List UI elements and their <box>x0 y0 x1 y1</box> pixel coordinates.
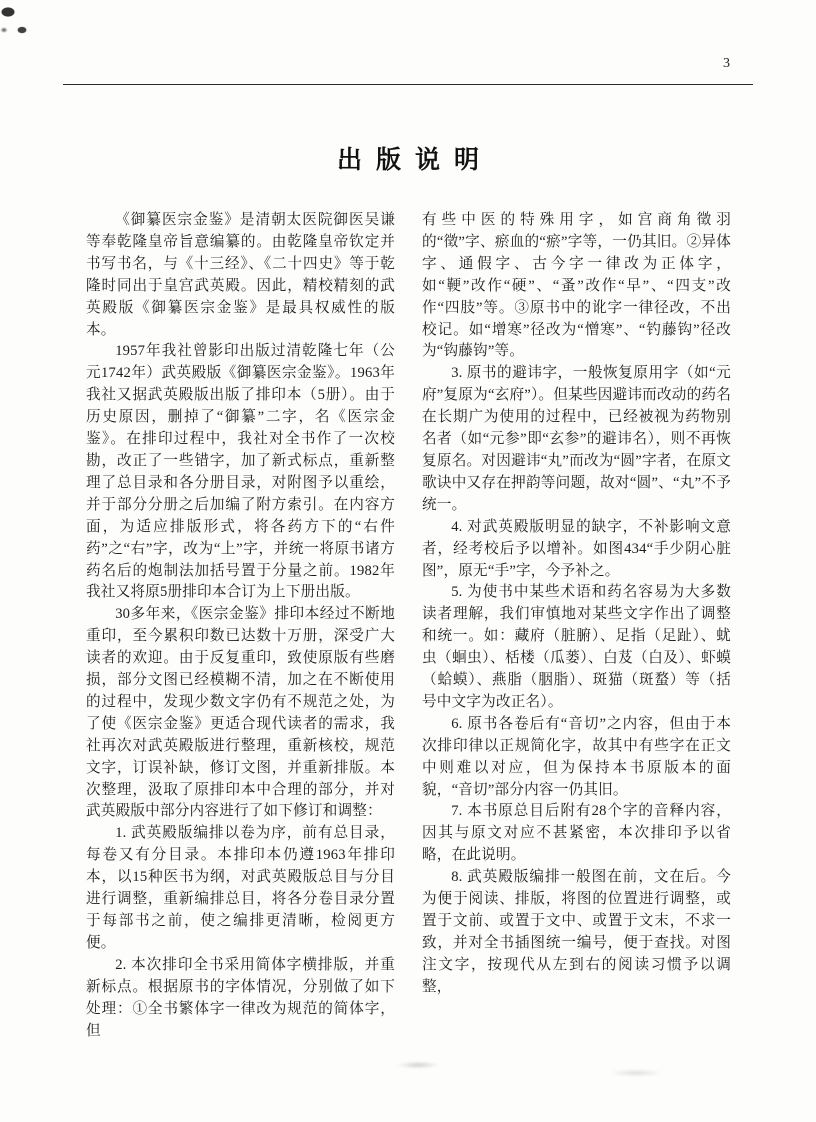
paragraph-numbered-5: 5. 为使书中某些术语和药名容易为大多数读者理解，我们审慎地对某些文字作出了调整和统一。如：藏府（脏腑）、足指（足趾）、蚘虫（蛔虫）、栝楼（瓜蒌）、白芨（白及）、虾蟆（蛤蟆）、燕脂（胭脂）、斑猫（斑蝥）等（括号中文字为改正名）。 <box>422 584 731 710</box>
paragraph-continuation: 有些中医的特殊用字，如宫商角徵羽的“徵”字、瘀血的“瘀”字等，一仍其旧。②异体字、通假字、古今字一律改为正体字，如“鞕”改作“硬”、“蚤”改作“早”、“四支”改作“四肢”等。③原书中的讹字一律径改，不出校记。如“增寒”径改为“憎寒”、“钓藤钩”径改为“钩藤钩”等。 <box>422 212 731 360</box>
page-number: 3 <box>723 56 730 71</box>
two-column-text <box>86 210 731 1042</box>
paragraph: 30多年来，《医宗金鉴》排印本经过不断地重印，至今累积印数已达数十万册，深受广大读者的欢迎。由于反复重印，致使原版有些磨损，部分文图已经模糊不清，加之在不断使用的过程中，发现少数文字仍有不规范之处，为了使《医宗金鉴》更适合现代读者的需求，我社再次对武英殿版进行整理，重新核校，规范文字，订误补缺，修订文图，并重新排版。本次整理，汲取了原排印本中合理的部分，并对武英殿版中部分内容进行了如下修订和调整： <box>86 606 395 820</box>
paragraph-numbered-4: 4. 对武英殿版明显的缺字，不补影响文意者，经考校后予以增补。如图434“手少阴心脏图”，原无“手”字，今予补之。 <box>422 518 731 579</box>
right-column <box>422 210 731 1042</box>
paragraph-numbered-8: 8. 武英殿版编排一般图在前，文在后。今为便于阅读、排版，将图的位置进行调整，或置于文前、或置于文中、或置于文末，不求一致，并对全书插图统一编号，便于查找。对图注文字，按现代从左到右的阅读习惯予以调整， <box>422 869 731 995</box>
paragraph-numbered-1: 1. 武英殿版编排以卷为序，前有总目录，每卷又有分目录。本排印本仍遵1963年排印本，以15种医书为纲，对武英殿版总目与分目进行调整，重新编排总目，将各分卷目录分置于每部书之前，使之编排更清晰，检阅更方便。 <box>86 825 395 951</box>
scan-artifact-smudge <box>388 1058 448 1072</box>
paragraph: 《御纂医宗金鉴》是清朝太医院御医吴谦等奉乾隆皇帝旨意编纂的。由乾隆皇帝钦定并书写书名，与《十三经》、《二十四史》等于乾隆时同出于皇宫武英殿。因此，精校精刻的武英殿版《御纂医宗金鉴》是最具权威性的版本。 <box>86 212 395 338</box>
left-column <box>86 210 395 1042</box>
page-title: 出版说明 <box>336 147 493 174</box>
scan-artifact-corner <box>0 0 34 40</box>
paragraph: 1957年我社曾影印出版过清乾隆七年（公元1742年）武英殿版《御纂医宗金鉴》。1963年我社又据武英殿版出版了排印本（5册）。由于历史原因，删掉了“御纂”二字，名《医宗金鉴》。在排印过程中，我社对全书作了一次校勘，改正了一些错字，加了新式标点，重新整理了总目录和各分册目录，对附图予以重绘，并于部分分册之后加编了附方索引。在内容方面，为适应排版形式，将各药方下的“右件药”之“右”字，改为“上”字，并统一将原书诸方药名后的炮制法加括号置于分量之前。1982年我社又将原5册排印本合订为上下册出版。 <box>86 343 395 601</box>
paragraph-numbered-7: 7. 本书原总目后附有28个字的音释内容，因其与原文对应不甚紧密，本次排印予以省略，在此说明。 <box>422 803 731 864</box>
paragraph-numbered-3: 3. 原书的避讳字，一般恢复原用字（如“元府”复原为“玄府”）。但某些因避讳而改动的药名在长期广为使用的过程中，已经被视为药物别名者（如“元参”即“玄参”的避讳名），则不再恢复原名。对因避讳“丸”而改为“圆”字者，在原文歌诀中又存在押韵等问题，故对“圆”、“丸”不予统一。 <box>422 365 731 513</box>
paragraph-numbered-2: 2. 本次排印全书采用简体字横排版，并重新标点。根据原书的字体情况，分别做了如下处理：①全书繁体字一律改为规范的简体字，但 <box>86 956 395 1039</box>
header-rule <box>63 84 753 85</box>
scan-artifact-smudge <box>596 1066 676 1080</box>
paragraph-numbered-6: 6. 原书各卷后有“音切”之内容，但由于本次排印律以正规简化字，故其中有些字在正文中则难以对应，但为保持本书原版本的面貌，“音切”部分内容一仍其旧。 <box>422 715 731 798</box>
